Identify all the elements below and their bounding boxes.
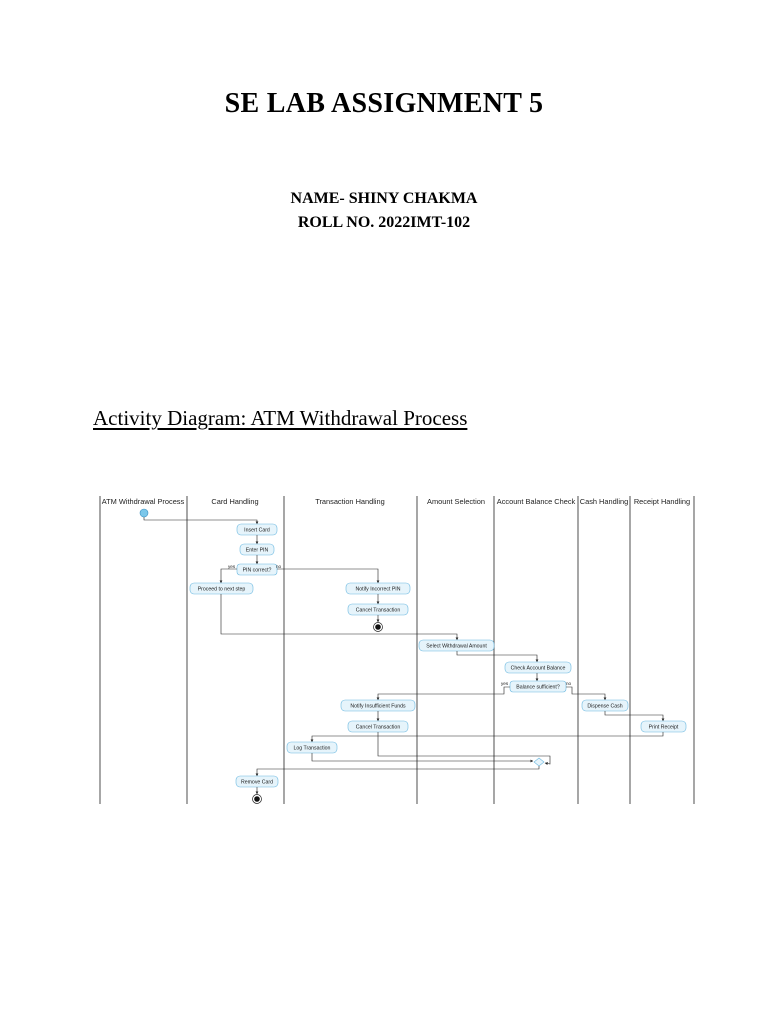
flow-arrow xyxy=(605,711,663,721)
activity-label: Select Withdrawal Amount xyxy=(426,643,487,650)
diagram-heading: Activity Diagram: ATM Withdrawal Process xyxy=(93,406,468,430)
merge-node xyxy=(534,758,544,766)
activity-label: Print Receipt xyxy=(648,724,679,731)
flow-arrow xyxy=(457,651,537,662)
lane-label: Receipt Handling xyxy=(633,497,691,506)
guard-yes: yes xyxy=(228,564,236,569)
flow-arrow xyxy=(221,594,457,640)
activity-label: Cancel Transaction xyxy=(355,724,401,731)
flow-arrow xyxy=(277,569,378,583)
lane-label: Amount Selection xyxy=(427,497,485,506)
flow-arrow xyxy=(312,753,533,761)
guard-no: no xyxy=(566,681,572,686)
lane-label: ATM Withdrawal Process xyxy=(101,497,185,506)
flow-arrow xyxy=(566,687,605,700)
flow-arrow xyxy=(378,687,510,700)
activity-label: Notify Insufficient Funds xyxy=(350,703,406,710)
activity-label: Notify Incorrect PIN xyxy=(355,586,401,593)
student-name: NAME- SHINY CHAKMA xyxy=(290,190,478,207)
start-node xyxy=(140,509,148,517)
end-node-inner xyxy=(254,796,260,802)
activity-label: Check Account Balance xyxy=(510,665,566,672)
end-node-inner xyxy=(375,624,381,630)
activity-diagram xyxy=(96,492,700,808)
lane-label: Card Handling xyxy=(211,497,259,506)
activity-label: Enter PIN xyxy=(245,547,269,554)
document-title: SE LAB ASSIGNMENT 5 xyxy=(224,88,544,119)
flow-arrow xyxy=(257,766,539,776)
lane-label: Account Balance Check xyxy=(496,497,576,506)
flow-arrow xyxy=(221,569,237,583)
activity-label: Cancel Transaction xyxy=(355,607,401,614)
lane-label: Cash Handling xyxy=(579,497,629,506)
flow-arrow xyxy=(378,732,550,764)
guard-no: no xyxy=(276,564,282,569)
activity-label: Dispense Cash xyxy=(587,703,623,710)
lane-label: Transaction Handling xyxy=(315,497,385,506)
decision-label: Balance sufficient? xyxy=(516,684,560,691)
decision-label: PIN correct? xyxy=(242,567,272,574)
activity-label: Log Transaction xyxy=(293,745,331,752)
guard-yes: yes xyxy=(501,681,509,686)
activity-label: Remove Card xyxy=(240,779,274,786)
roll-number: ROLL NO. 2022IMT-102 xyxy=(297,214,471,231)
flow-arrow xyxy=(144,517,257,524)
activity-label: Insert Card xyxy=(244,527,270,534)
activity-label: Proceed to next step xyxy=(197,586,246,593)
flow-arrow xyxy=(312,732,663,742)
